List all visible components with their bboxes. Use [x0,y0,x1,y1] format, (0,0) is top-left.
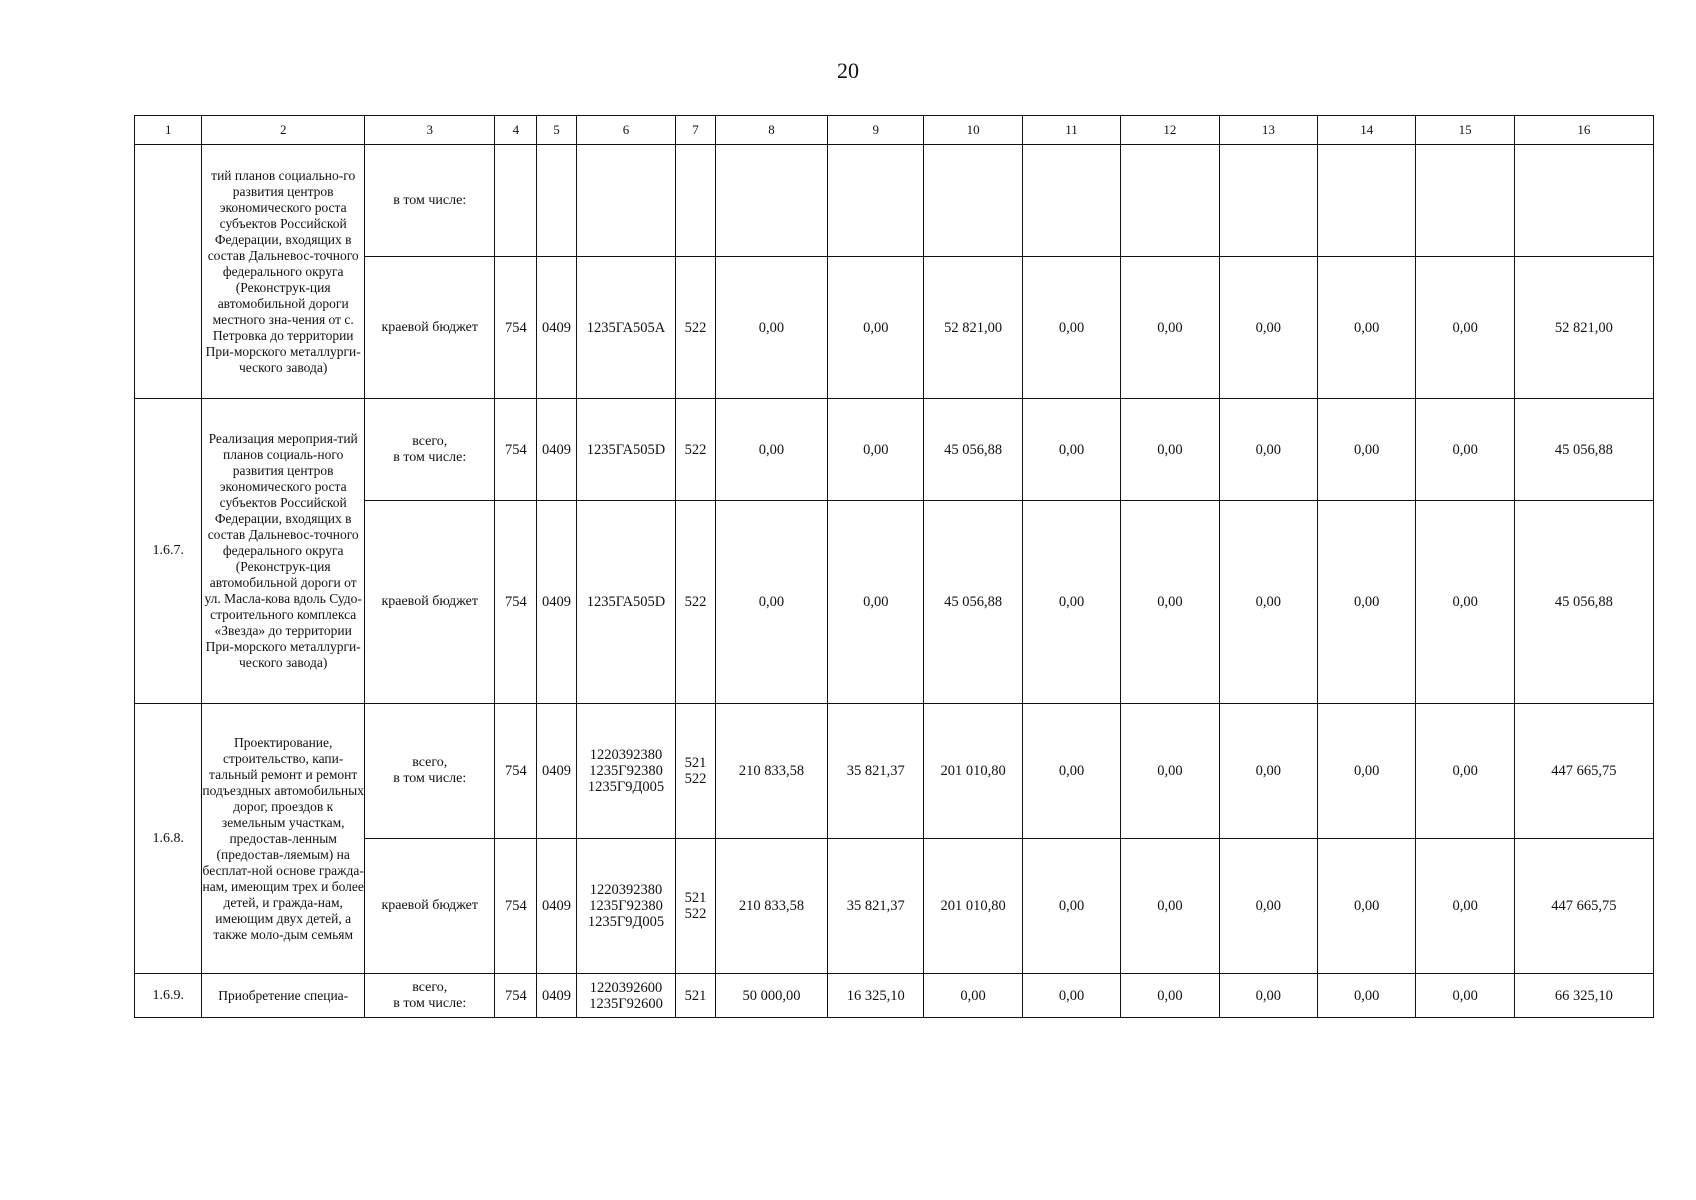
amount-col-8: 210 833,58 [715,704,827,839]
amount-col-12: 0,00 [1121,704,1219,839]
expense-type-code [676,399,716,501]
amount-col-14: 0,00 [1318,501,1416,704]
amount-col-11: 0,00 [1022,839,1120,974]
amount-col-11: 0,00 [1022,257,1120,399]
item-code [135,145,202,399]
amount-col-13: 0,00 [1219,257,1317,399]
amount-col-11: 0,00 [1022,974,1120,1018]
table-row [135,145,1654,257]
amount-col-12: 0,00 [1121,399,1219,501]
funding-source-line: всего, [412,755,448,770]
funding-source [364,704,495,839]
column-header-14: 14 [1318,116,1416,145]
expense-type-code [676,704,716,839]
cell-line: 1235Г92380 [589,763,663,779]
amount-col-9: 35 821,37 [828,839,924,974]
funding-source-line: всего, [412,433,448,449]
column-header-8: 8 [715,116,827,145]
amount-col-11: 0,00 [1022,704,1120,839]
amount-col-10: 201 010,80 [924,839,1022,974]
amount-col-14: 0,00 [1318,839,1416,974]
funding-source-line: в том числе: [393,192,467,208]
amount-col-9: 0,00 [828,257,924,399]
amount-col-8: 50 000,00 [715,974,827,1018]
cell-line: 522 [684,906,707,922]
cell-line: 1220392380 [589,882,663,898]
cell-line: 521 [684,987,707,1004]
column-header-11: 11 [1022,116,1120,145]
amount-col-9: 35 821,37 [828,704,924,839]
funding-source-line: краевой бюджет [381,319,479,335]
item-code: 1.6.8. [135,704,202,974]
amount-col-8: 0,00 [715,399,827,501]
amount-col-16: 447 665,75 [1514,839,1653,974]
ministry-code: 754 [495,501,537,704]
target-article-code [576,501,675,704]
item-description: Проектирование, строительство, капи-тальный ремонт и ремонт подъездных автомобильных дорог, проездов к земельным участкам, предостав-ленным (предостав-ляемым) на бесплат-ной основе гражда-нам, имеющим трех и более детей, и гражда-нам, имеющим двух детей, а также моло-дым семьям [202,704,365,974]
amount-col-14: 0,00 [1318,704,1416,839]
amount-col-16: 66 325,10 [1514,974,1653,1018]
amount-col-15: 0,00 [1416,399,1514,501]
funding-source [364,145,495,257]
budget-table [134,115,1654,1018]
cell-line: 522 [684,771,707,787]
amount-col-9: 0,00 [828,399,924,501]
amount-col-8: 0,00 [715,501,827,704]
table-row [135,704,1654,839]
funding-source-line: краевой бюджет [381,898,479,913]
funding-source [364,974,495,1018]
cell-line: 1235Г9Д005 [587,779,665,795]
cell-line: 522 [684,319,707,336]
amount-col-13: 0,00 [1219,501,1317,704]
cell-line: 1235Г9Д005 [587,914,665,930]
amount-col-15: 0,00 [1416,704,1514,839]
amount-col-8: 0,00 [715,257,827,399]
amount-col-15: 0,00 [1416,257,1514,399]
column-header-9: 9 [828,116,924,145]
section-code: 0409 [537,501,577,704]
cell-line: 1235ГА505D [586,594,666,610]
amount-col-11 [1022,145,1120,257]
ministry-code: 754 [495,257,537,399]
amount-col-13 [1219,145,1317,257]
target-article-code [576,399,675,501]
expense-type-code [676,839,716,974]
item-code: 1.6.9. [135,974,202,1018]
amount-col-15 [1416,145,1514,257]
funding-source [364,501,495,704]
section-code [537,145,577,257]
section-code: 0409 [537,704,577,839]
cell-line: 1235Г92380 [589,898,663,914]
column-header-16: 16 [1514,116,1653,145]
amount-col-9: 16 325,10 [828,974,924,1018]
funding-source [364,399,495,501]
ministry-code: 754 [495,839,537,974]
table-row [135,399,1654,501]
cell-line: 521 [684,755,707,771]
amount-col-16: 45 056,88 [1514,399,1653,501]
amount-col-13: 0,00 [1219,399,1317,501]
item-code: 1.6.7. [135,399,202,704]
amount-col-12 [1121,145,1219,257]
amount-col-12: 0,00 [1121,501,1219,704]
amount-col-15: 0,00 [1416,839,1514,974]
amount-col-12: 0,00 [1121,257,1219,399]
amount-col-13: 0,00 [1219,839,1317,974]
amount-col-14: 0,00 [1318,974,1416,1018]
cell-line: 1235Г92600 [589,995,663,1012]
amount-col-15: 0,00 [1416,501,1514,704]
ministry-code: 754 [495,974,537,1018]
funding-source [364,257,495,399]
ministry-code: 754 [495,399,537,501]
expense-type-code [676,501,716,704]
table-body [135,145,1654,1018]
header-row [135,116,1654,145]
amount-col-14 [1318,145,1416,257]
target-article-code [576,839,675,974]
funding-source-line: краевой бюджет [381,594,479,609]
cell-line: 1235ГА505А [586,319,666,336]
amount-col-11: 0,00 [1022,399,1120,501]
column-header-10: 10 [924,116,1022,145]
column-header-2: 2 [202,116,365,145]
section-code: 0409 [537,399,577,501]
cell-line: 1235ГА505D [586,441,666,458]
amount-col-13: 0,00 [1219,704,1317,839]
expense-type-code [676,145,716,257]
column-header-13: 13 [1219,116,1317,145]
table-row [135,974,1654,1018]
amount-col-15: 0,00 [1416,974,1514,1018]
amount-col-9 [828,145,924,257]
section-code: 0409 [537,257,577,399]
ministry-code: 754 [495,704,537,839]
cell-line: 1220392380 [589,747,663,763]
column-header-1: 1 [135,116,202,145]
section-code: 0409 [537,974,577,1018]
expense-type-code [676,257,716,399]
amount-col-10: 52 821,00 [924,257,1022,399]
funding-source [364,839,495,974]
column-header-12: 12 [1121,116,1219,145]
amount-col-16: 45 056,88 [1514,501,1653,704]
item-description: тий планов социально-го развития центров экономического роста субъектов Российской Федерации, входящих в состав Дальневос-точного федерального округа (Реконструк-ция автомобильной дороги местного зна-чения от с. Петровка до территории При-морского металлурги-ческого завода) [202,145,365,399]
amount-col-14: 0,00 [1318,257,1416,399]
column-header-3: 3 [364,116,495,145]
page-number: 20 [837,58,859,83]
cell-line: 521 [684,890,707,906]
amount-col-12: 0,00 [1121,974,1219,1018]
amount-col-10: 201 010,80 [924,704,1022,839]
cell-line: 522 [684,441,707,458]
cell-line: 522 [684,594,707,610]
amount-col-16 [1514,145,1653,257]
amount-col-8 [715,145,827,257]
target-article-code [576,974,675,1018]
column-header-15: 15 [1416,116,1514,145]
amount-col-14: 0,00 [1318,399,1416,501]
item-description: Реализация мероприя-тий планов социаль-ного развития центров экономического роста субъектов Российской Федерации, входящих в состав Дальневос-точного федерального округа (Реконструк-ция автомобильной дороги от ул. Масла-кова вдоль Судо-строительного комплекса «Звезда» до территории При-морского металлурги-ческого завода) [202,399,365,704]
column-header-4: 4 [495,116,537,145]
funding-source-line: в том числе: [393,995,467,1011]
funding-source-line: в том числе: [393,449,467,465]
ministry-code [495,145,537,257]
amount-col-10: 0,00 [924,974,1022,1018]
amount-col-10: 45 056,88 [924,399,1022,501]
column-header-5: 5 [537,116,577,145]
cell-line: 1220392600 [589,979,663,996]
amount-col-16: 447 665,75 [1514,704,1653,839]
item-description: Приобретение специа- [202,974,365,1018]
target-article-code [576,704,675,839]
column-header-6: 6 [576,116,675,145]
amount-col-16: 52 821,00 [1514,257,1653,399]
amount-col-8: 210 833,58 [715,839,827,974]
amount-col-10 [924,145,1022,257]
amount-col-9: 0,00 [828,501,924,704]
column-header-7: 7 [676,116,716,145]
expense-type-code [676,974,716,1018]
funding-source-line: в том числе: [393,771,467,786]
target-article-code [576,145,675,257]
target-article-code [576,257,675,399]
amount-col-11: 0,00 [1022,501,1120,704]
amount-col-13: 0,00 [1219,974,1317,1018]
amount-col-12: 0,00 [1121,839,1219,974]
section-code: 0409 [537,839,577,974]
funding-source-line: всего, [412,979,448,995]
amount-col-10: 45 056,88 [924,501,1022,704]
